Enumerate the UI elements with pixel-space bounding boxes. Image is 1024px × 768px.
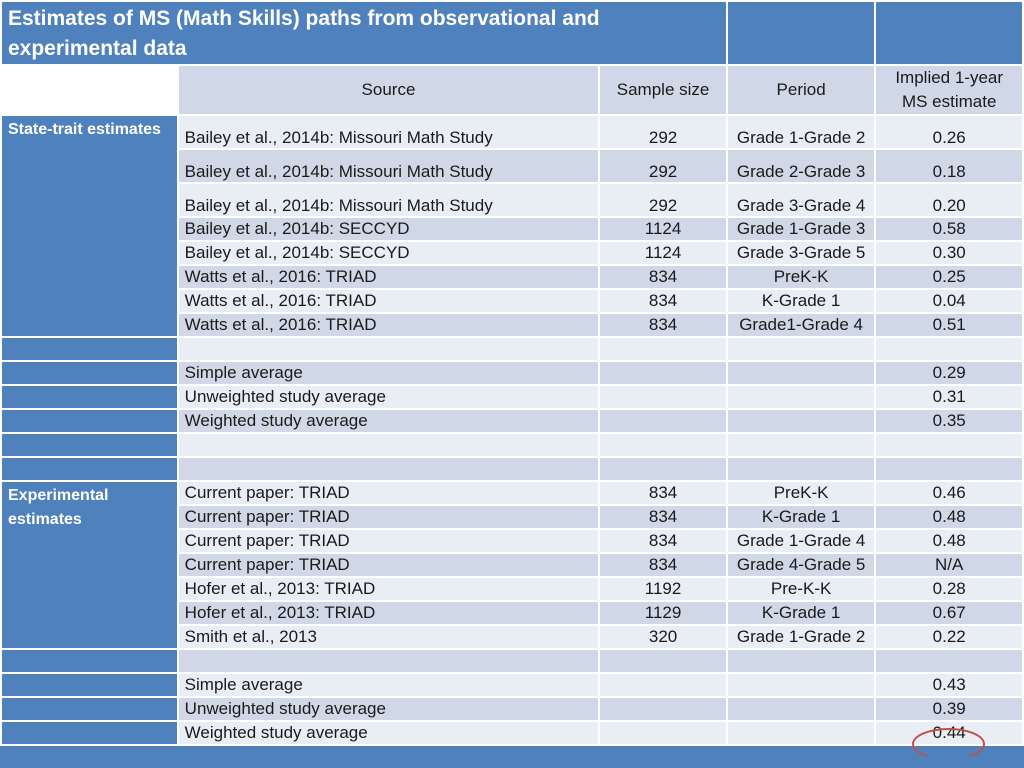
blank-cell xyxy=(728,650,875,672)
label-blank-cell xyxy=(2,698,177,720)
blank-cell xyxy=(728,410,875,432)
header-row xyxy=(2,66,1022,114)
period-cell: K-Grade 1 xyxy=(728,506,875,528)
table-title: Estimates of MS (Math Skills) paths from observational and experimental data xyxy=(2,2,726,64)
blank-cell xyxy=(179,650,599,672)
summary-row xyxy=(2,410,1022,432)
header-blank-cell xyxy=(2,66,177,114)
sample-size-cell: 834 xyxy=(600,482,726,504)
header-period: Period xyxy=(728,66,875,114)
source-cell: Bailey et al., 2014b: Missouri Math Study xyxy=(179,184,599,216)
blank-row xyxy=(2,650,1022,672)
table-row xyxy=(2,482,1022,504)
estimate-cell: 0.48 xyxy=(876,506,1022,528)
bottom-bar xyxy=(0,756,1024,768)
estimate-cell: 0.18 xyxy=(876,150,1022,182)
sample-size-cell: 834 xyxy=(600,290,726,312)
blank-cell xyxy=(728,338,875,360)
period-cell: Grade 3-Grade 5 xyxy=(728,242,875,264)
sample-size-cell: 834 xyxy=(600,266,726,288)
source-cell: Hofer et al., 2013: TRIAD xyxy=(179,602,599,624)
source-cell: Bailey et al., 2014b: SECCYD xyxy=(179,242,599,264)
summary-label: Unweighted study average xyxy=(179,698,599,720)
sample-size-cell: 834 xyxy=(600,554,726,576)
summary-label: Simple average xyxy=(179,674,599,696)
blank-cell xyxy=(600,338,726,360)
sample-size-cell: 834 xyxy=(600,314,726,336)
period-cell: PreK-K xyxy=(728,482,875,504)
estimate-cell: 0.22 xyxy=(876,626,1022,648)
label-blank-cell xyxy=(2,386,177,408)
source-cell: Bailey et al., 2014b: SECCYD xyxy=(179,218,599,240)
summary-row xyxy=(2,722,1022,744)
summary-estimate: 0.29 xyxy=(876,362,1022,384)
sample-size-cell: 1124 xyxy=(600,218,726,240)
summary-row xyxy=(2,698,1022,720)
blank-row xyxy=(2,458,1022,480)
source-cell: Current paper: TRIAD xyxy=(179,482,599,504)
summary-label: Simple average xyxy=(179,362,599,384)
estimate-cell: 0.67 xyxy=(876,602,1022,624)
blank-cell xyxy=(179,458,599,480)
blank-cell xyxy=(728,458,875,480)
header-estimate: Implied 1-year MS estimate xyxy=(876,66,1022,114)
period-cell: Grade 3-Grade 4 xyxy=(728,184,875,216)
source-cell: Watts et al., 2016: TRIAD xyxy=(179,266,599,288)
header-sample-size: Sample size xyxy=(600,66,726,114)
source-cell: Bailey et al., 2014b: Missouri Math Study xyxy=(179,116,599,148)
label-blank-cell xyxy=(2,650,177,672)
estimate-cell: 0.46 xyxy=(876,482,1022,504)
table-row xyxy=(2,116,1022,148)
blank-cell xyxy=(876,434,1022,456)
source-cell: Watts et al., 2016: TRIAD xyxy=(179,290,599,312)
summary-estimate: 0.35 xyxy=(876,410,1022,432)
source-cell: Current paper: TRIAD xyxy=(179,530,599,552)
estimate-cell: 0.25 xyxy=(876,266,1022,288)
header-source: Source xyxy=(179,66,599,114)
experimental-label: Experimental estimates xyxy=(2,482,177,648)
summary-row xyxy=(2,386,1022,408)
sample-size-cell: 292 xyxy=(600,116,726,148)
summary-estimate: 0.31 xyxy=(876,386,1022,408)
blank-cell xyxy=(600,698,726,720)
period-cell: Grade 1-Grade 2 xyxy=(728,626,875,648)
source-cell: Hofer et al., 2013: TRIAD xyxy=(179,578,599,600)
period-cell: K-Grade 1 xyxy=(728,290,875,312)
blank-cell xyxy=(600,410,726,432)
estimate-cell: 0.28 xyxy=(876,578,1022,600)
estimate-cell: 0.48 xyxy=(876,530,1022,552)
summary-estimate: 0.44 xyxy=(876,722,1022,744)
blank-row xyxy=(2,434,1022,456)
period-cell: Grade 1-Grade 4 xyxy=(728,530,875,552)
label-blank-cell xyxy=(2,338,177,360)
blank-cell xyxy=(600,722,726,744)
source-cell: Watts et al., 2016: TRIAD xyxy=(179,314,599,336)
period-cell: Grade 1-Grade 2 xyxy=(728,116,875,148)
period-cell: PreK-K xyxy=(728,266,875,288)
blank-cell xyxy=(876,650,1022,672)
title-blank-cell xyxy=(728,2,875,64)
estimate-cell: 0.20 xyxy=(876,184,1022,216)
estimate-cell: 0.30 xyxy=(876,242,1022,264)
source-cell: Smith et al., 2013 xyxy=(179,626,599,648)
period-cell: Grade 1-Grade 3 xyxy=(728,218,875,240)
period-cell: Grade 4-Grade 5 xyxy=(728,554,875,576)
state-trait-label: State-trait estimates xyxy=(2,116,177,336)
blank-cell xyxy=(600,650,726,672)
blank-cell xyxy=(600,386,726,408)
period-cell: Pre-K-K xyxy=(728,578,875,600)
blank-cell xyxy=(600,458,726,480)
label-blank-cell xyxy=(2,410,177,432)
period-cell: Grade 2-Grade 3 xyxy=(728,150,875,182)
blank-cell xyxy=(728,722,875,744)
label-blank-cell xyxy=(2,434,177,456)
blank-cell xyxy=(728,386,875,408)
label-blank-cell xyxy=(2,458,177,480)
summary-row xyxy=(2,674,1022,696)
summary-label: Unweighted study average xyxy=(179,386,599,408)
title-blank-cell xyxy=(876,2,1022,64)
source-cell: Current paper: TRIAD xyxy=(179,506,599,528)
summary-row xyxy=(2,362,1022,384)
estimate-cell: N/A xyxy=(876,554,1022,576)
sample-size-cell: 834 xyxy=(600,506,726,528)
estimate-cell: 0.26 xyxy=(876,116,1022,148)
blank-cell xyxy=(728,362,875,384)
title-row xyxy=(2,2,1022,64)
sample-size-cell: 1192 xyxy=(600,578,726,600)
summary-estimate: 0.43 xyxy=(876,674,1022,696)
sample-size-cell: 1124 xyxy=(600,242,726,264)
period-cell: Grade1-Grade 4 xyxy=(728,314,875,336)
blank-cell xyxy=(179,338,599,360)
sample-size-cell: 834 xyxy=(600,530,726,552)
summary-label: Weighted study average xyxy=(179,410,599,432)
sample-size-cell: 1129 xyxy=(600,602,726,624)
estimate-cell: 0.51 xyxy=(876,314,1022,336)
blank-cell xyxy=(600,362,726,384)
estimate-cell: 0.04 xyxy=(876,290,1022,312)
blank-row xyxy=(2,338,1022,360)
summary-label: Weighted study average xyxy=(179,722,599,744)
blank-cell xyxy=(728,698,875,720)
blank-cell xyxy=(876,338,1022,360)
source-cell: Bailey et al., 2014b: Missouri Math Study xyxy=(179,150,599,182)
sample-size-cell: 320 xyxy=(600,626,726,648)
blank-cell xyxy=(179,434,599,456)
sample-size-cell: 292 xyxy=(600,184,726,216)
sample-size-cell: 292 xyxy=(600,150,726,182)
estimate-cell: 0.58 xyxy=(876,218,1022,240)
summary-estimate: 0.39 xyxy=(876,698,1022,720)
blank-cell xyxy=(728,674,875,696)
label-blank-cell xyxy=(2,722,177,744)
label-blank-cell xyxy=(2,362,177,384)
label-blank-cell xyxy=(2,674,177,696)
blank-cell xyxy=(876,458,1022,480)
blank-cell xyxy=(728,434,875,456)
period-cell: K-Grade 1 xyxy=(728,602,875,624)
blank-cell xyxy=(600,674,726,696)
source-cell: Current paper: TRIAD xyxy=(179,554,599,576)
blank-cell xyxy=(600,434,726,456)
